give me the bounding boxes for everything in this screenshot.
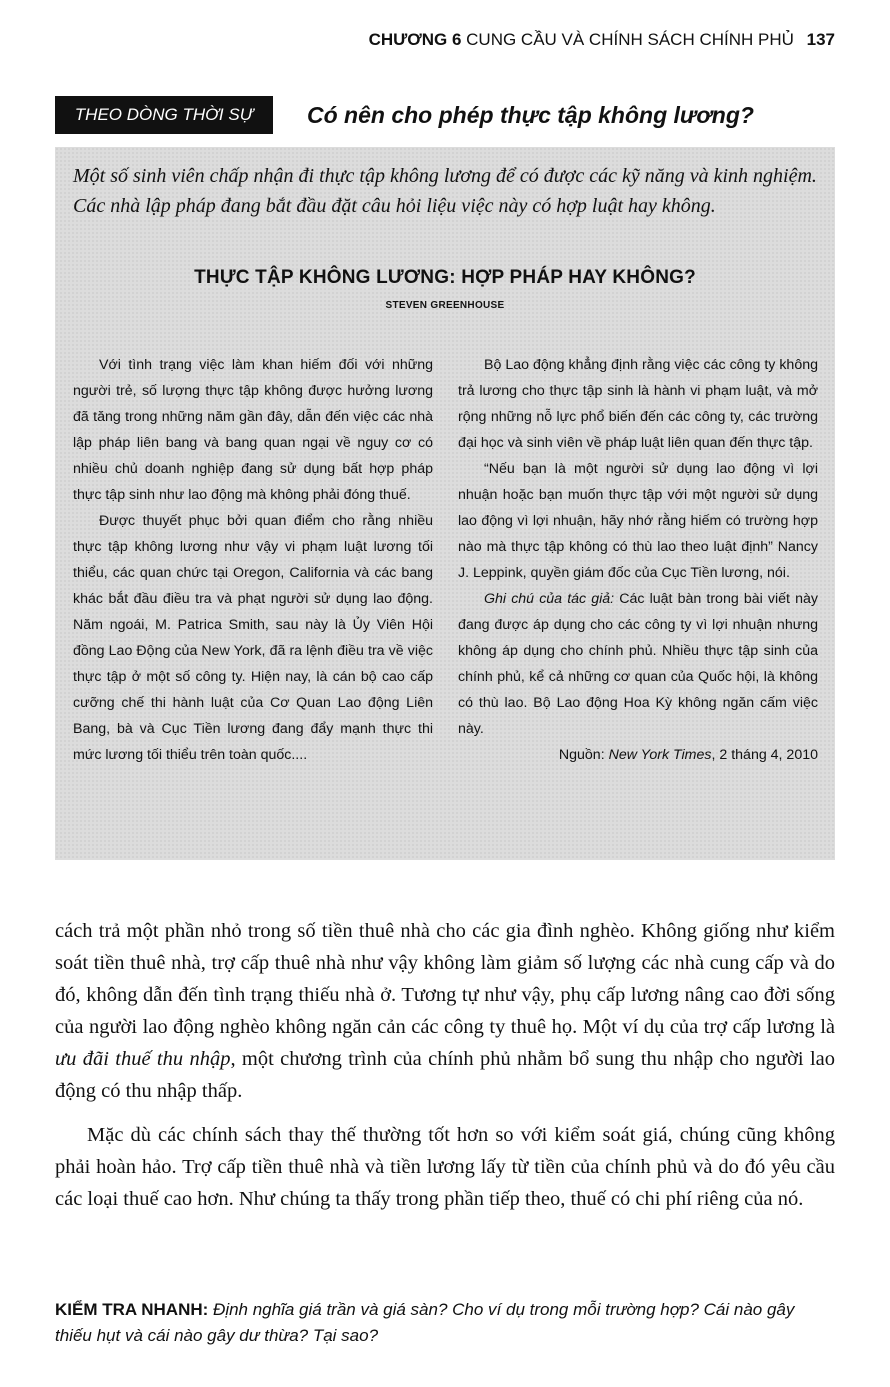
quick-check bbox=[55, 1297, 835, 1349]
author-note bbox=[458, 586, 818, 742]
page-number: 137 bbox=[806, 30, 835, 49]
article-column-left bbox=[73, 352, 433, 768]
author-note-text: Các luật bàn trong bài viết này đang được áp dụng cho các công ty vì lợi nhuận nhưng không áp dụng cho chính phủ. Nhiều thực tập sinh của chính phủ, kể cả những cơ quan của Quốc hội, là không có thù lao. Bộ Lao động Hoa Kỳ không ngăn cấm việc này. bbox=[458, 591, 818, 737]
article-paragraph: Được thuyết phục bởi quan điểm cho rằng nhiều thực tập không lương như vậy vi phạm luật lương tối thiểu, các quan chức tại Oregon, California và các bang khác bắt đầu điều tra và phạt người sử dụng lao động. Năm ngoái, M. Patrica Smith, sau này là Ủy Viên Hội đồng Lao Động của New York, đã ra lệnh điều tra về việc thực tập ở một số công ty. Hiện nay, là cán bộ cao cấp cưỡng chế thi hành luật của Cơ Quan Lao động Liên Bang, bà và Cục Tiền lương đang đẩy mạnh thực thi mức lương tối thiểu trên toàn quốc.... bbox=[73, 513, 433, 763]
body-text-run: cách trả một phần nhỏ trong số tiền thuê nhà cho các gia đình nghèo. Không giống như kiểm soát tiền thuê nhà, trợ cấp thuê nhà như vậy không làm giảm số lượng các nhà cung cấp và do đó, không dẫn đến tình trạng thiếu nhà ở. Tương tự như vậy, phụ cấp lương nâng cao đời sống của người lao động nghèo không ngăn cản các công ty thuê họ. Một ví dụ của trợ cấp lương là bbox=[55, 920, 835, 1038]
news-box-intro: Một số sinh viên chấp nhận đi thực tập không lương để có được các kỹ năng và kinh nghiệm. Các nhà lập pháp đang bắt đầu đặt câu hỏi liệu việc này có hợp luật hay không. bbox=[73, 165, 817, 217]
key-term: ưu đãi thuế thu nhập bbox=[55, 1048, 231, 1070]
body-text-run: , một chương trình của chính phủ nhằm bổ sung thu nhập cho người lao động có thu nhập thấp. bbox=[55, 1048, 835, 1102]
article-source bbox=[458, 742, 818, 768]
chapter-number: CHƯƠNG 6 bbox=[368, 30, 462, 49]
article-author: STEVEN GREENHOUSE bbox=[385, 300, 505, 311]
news-box-title: Có nên cho phép thực tập không lương? bbox=[307, 102, 754, 128]
article-paragraph: “Nếu bạn là một người sử dụng lao động vì lợi nhuận hoặc bạn muốn thực tập với một người sử dụng lao động vì lợi nhuận, hãy nhớ rằng hiếm có trường hợp nào mà thực tập không có thù lao theo luật định” Nancy J. Leppink, quyền giám đốc của Cục Tiền lương, nói. bbox=[458, 461, 818, 581]
news-box bbox=[55, 147, 835, 860]
body-paragraph bbox=[55, 915, 835, 1107]
quick-check-question: Định nghĩa giá trần và giá sàn? Cho ví dụ trong mỗi trường hợp? Cái nào gây thiếu hụt và cái nào gây dư thừa? Tại sao? bbox=[55, 1300, 795, 1345]
chapter-title: CUNG CẦU VÀ CHÍNH SÁCH CHÍNH PHỦ bbox=[466, 30, 794, 49]
running-header bbox=[55, 30, 835, 50]
source-label: Nguồn: bbox=[558, 747, 605, 763]
source-publication: New York Times bbox=[608, 747, 712, 763]
body-text bbox=[55, 915, 835, 1215]
author-note-label: Ghi chú của tác giả: bbox=[484, 591, 615, 607]
source-date: , 2 tháng 4, 2010 bbox=[711, 747, 818, 763]
news-box-tag: THEO DÒNG THỜI SỰ bbox=[55, 96, 273, 134]
article-title: THỰC TẬP KHÔNG LƯƠNG: HỢP PHÁP HAY KHÔNG? bbox=[194, 267, 696, 288]
article-paragraph: Với tình trạng việc làm khan hiếm đối với những người trẻ, số lượng thực tập không được hưởng lương đã tăng trong những năm gần đây, dẫn đến việc các nhà lập pháp liên bang và bang quan ngại về nguy cơ có nhiều chủ doanh nghiệp đang sử dụng bất hợp pháp thực tập sinh như lao động mà không phải đóng thuế. bbox=[73, 357, 433, 503]
quick-check-label: KIỂM TRA NHANH: bbox=[55, 1300, 209, 1319]
article-column-right bbox=[458, 352, 818, 768]
news-box-header bbox=[55, 96, 820, 136]
body-paragraph: Mặc dù các chính sách thay thế thường tốt hơn so với kiểm soát giá, chúng cũng không phải hoàn hảo. Trợ cấp tiền thuê nhà và tiền lương lấy từ tiền của chính phủ và do đó yêu cầu các loại thuế cao hơn. Như chúng ta thấy trong phần tiếp theo, thuế có chi phí riêng của nó. bbox=[55, 1124, 835, 1210]
article-paragraph: Bộ Lao động khẳng định rằng việc các công ty không trả lương cho thực tập sinh là hành vi phạm luật, và mở rộng những nỗ lực phổ biến đến các công ty, các trường đại học và sinh viên về pháp luật liên quan đến thực tập. bbox=[458, 357, 818, 451]
